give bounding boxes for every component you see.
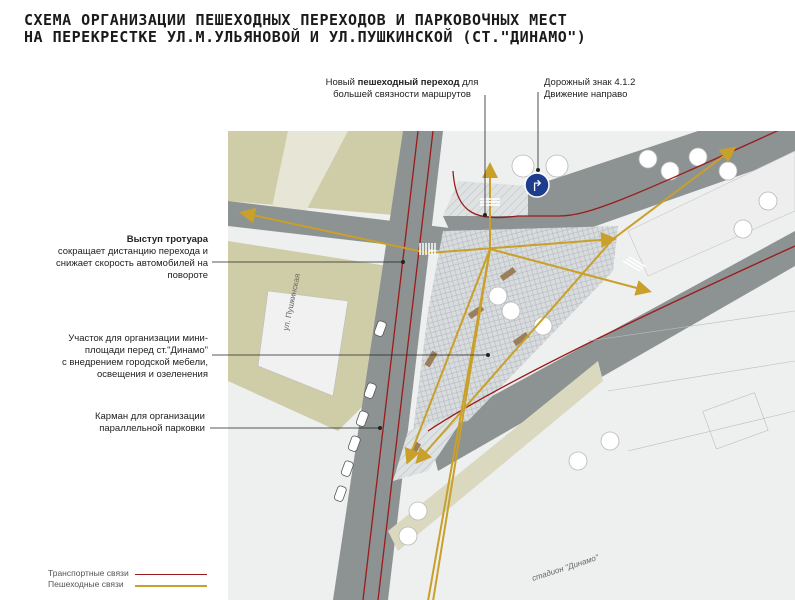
plan-svg	[228, 131, 795, 600]
crossing-text-line2: большей связности маршрутов	[333, 89, 471, 100]
intersection-plan	[228, 131, 795, 600]
annotation-new-crossing	[302, 77, 502, 101]
title-line-2: НА ПЕРЕКРЕСТКЕ УЛ.М.УЛЬЯНОВОЙ И УЛ.ПУШКИНСКОЙ (СТ."ДИНАМО")	[24, 28, 587, 46]
plaza-text-line4: освещения и озеленения	[97, 369, 208, 380]
plaza-text-line2: площади перед ст."Динамо"	[84, 345, 208, 356]
sign-text-line1: Дорожный знак 4.1.2	[544, 77, 636, 88]
tree-icon	[399, 527, 417, 545]
parking-text-line1: Карман для организации	[94, 411, 205, 422]
plaza-text-line3: с внедрением городской мебели,	[61, 357, 208, 368]
crossing-text-post: для	[459, 77, 479, 88]
stadium-label: стадион "Динамо"	[530, 552, 600, 583]
annotation-sidewalk-bulge	[40, 234, 208, 282]
page-title	[24, 12, 586, 46]
legend-pedestrian-label: Пешеходные связи	[48, 579, 124, 589]
plaza-text-line1: Участок для организации мини-	[68, 333, 208, 344]
street-label: ул. Пушкинская	[281, 272, 303, 332]
legend-transport-label: Транспортные связи	[48, 568, 129, 578]
legend-pedestrian-line	[135, 585, 207, 587]
tree-icon	[569, 452, 587, 470]
tree-icon	[734, 220, 752, 238]
tree-icon	[639, 150, 657, 168]
crossing-text-bold: пешеходный переход	[357, 77, 460, 88]
tree-icon	[512, 155, 534, 177]
annotation-road-sign	[544, 77, 635, 101]
bulge-text-line4: повороте	[167, 270, 208, 281]
tree-icon	[489, 287, 507, 305]
turn-right-sign-icon	[525, 173, 549, 197]
sign-glyph: ↱	[530, 177, 544, 195]
tree-icon	[661, 162, 679, 180]
tree-icon	[546, 155, 568, 177]
parking-text-line2: параллельной парковки	[99, 423, 205, 434]
legend-transport-line	[135, 574, 207, 575]
annotation-parking-pocket	[50, 411, 205, 435]
tree-icon	[759, 192, 777, 210]
annotation-mini-plaza	[30, 333, 208, 381]
bulge-text-bold: Выступ тротуара	[126, 234, 208, 245]
sign-text-line2: Движение направо	[544, 89, 628, 100]
bulge-text-line2: сокращает дистанцию перехода и	[57, 246, 208, 257]
bulge-text-line3: снижает скорость автомобилей на	[56, 258, 208, 269]
tree-icon	[719, 162, 737, 180]
tree-icon	[409, 502, 427, 520]
tree-icon	[502, 302, 520, 320]
title-line-1: СХЕМА ОРГАНИЗАЦИИ ПЕШЕХОДНЫХ ПЕРЕХОДОВ И ПАРКОВОЧНЫХ МЕСТ	[24, 11, 568, 29]
tree-icon	[601, 432, 619, 450]
crossing-text-pre: Новый	[325, 77, 358, 88]
